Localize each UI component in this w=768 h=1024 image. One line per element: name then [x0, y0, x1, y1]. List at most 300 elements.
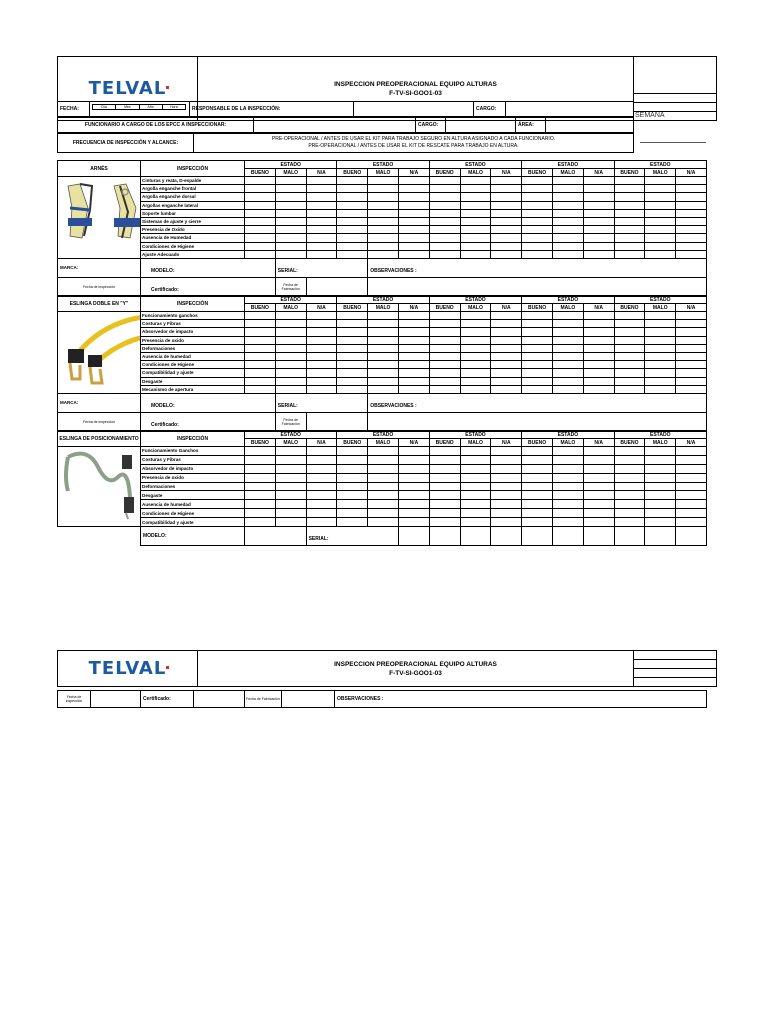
status-checkbox[interactable]: [429, 193, 460, 201]
status-checkbox[interactable]: [645, 385, 676, 393]
status-checkbox[interactable]: [491, 464, 522, 473]
status-checkbox[interactable]: [645, 518, 676, 527]
status-checkbox[interactable]: [275, 201, 306, 209]
status-checkbox[interactable]: [676, 201, 707, 209]
status-checkbox[interactable]: [398, 193, 429, 201]
status-checkbox[interactable]: [614, 473, 645, 482]
status-checkbox[interactable]: [676, 336, 707, 344]
status-checkbox[interactable]: [337, 447, 368, 456]
status-checkbox[interactable]: [429, 234, 460, 242]
status-checkbox[interactable]: [306, 447, 337, 456]
status-checkbox[interactable]: [398, 352, 429, 360]
status-checkbox[interactable]: [306, 177, 337, 185]
status-checkbox[interactable]: [245, 320, 276, 328]
status-checkbox[interactable]: [583, 177, 614, 185]
status-checkbox[interactable]: [306, 193, 337, 201]
status-checkbox[interactable]: [275, 185, 306, 193]
modelo-field[interactable]: [245, 527, 307, 546]
status-checkbox[interactable]: [614, 500, 645, 509]
status-checkbox[interactable]: [552, 320, 583, 328]
status-checkbox[interactable]: [275, 344, 306, 352]
status-checkbox[interactable]: [676, 226, 707, 234]
status-checkbox[interactable]: [306, 242, 337, 250]
page2-meta-1[interactable]: [634, 651, 717, 660]
status-checkbox[interactable]: [645, 482, 676, 491]
status-checkbox[interactable]: [552, 377, 583, 385]
status-checkbox[interactable]: [614, 185, 645, 193]
status-checkbox[interactable]: [275, 320, 306, 328]
status-checkbox[interactable]: [245, 361, 276, 369]
status-checkbox[interactable]: [245, 491, 276, 500]
status-checkbox[interactable]: [614, 464, 645, 473]
status-checkbox[interactable]: [552, 361, 583, 369]
status-checkbox[interactable]: [614, 455, 645, 464]
status-checkbox[interactable]: [306, 455, 337, 464]
status-checkbox[interactable]: [368, 455, 399, 464]
status-checkbox[interactable]: [306, 352, 337, 360]
status-checkbox[interactable]: [306, 201, 337, 209]
status-checkbox[interactable]: [275, 209, 306, 217]
status-checkbox[interactable]: [552, 509, 583, 518]
status-checkbox[interactable]: [368, 312, 399, 320]
status-checkbox[interactable]: [645, 455, 676, 464]
status-checkbox[interactable]: [398, 385, 429, 393]
status-checkbox[interactable]: [429, 527, 460, 546]
status-checkbox[interactable]: [614, 217, 645, 225]
status-checkbox[interactable]: [429, 242, 460, 250]
status-checkbox[interactable]: [583, 328, 614, 336]
status-checkbox[interactable]: [429, 361, 460, 369]
status-checkbox[interactable]: [398, 344, 429, 352]
status-checkbox[interactable]: [245, 482, 276, 491]
status-checkbox[interactable]: [614, 312, 645, 320]
status-checkbox[interactable]: [460, 500, 491, 509]
status-checkbox[interactable]: [552, 209, 583, 217]
status-checkbox[interactable]: [645, 464, 676, 473]
status-checkbox[interactable]: [337, 491, 368, 500]
status-checkbox[interactable]: [245, 209, 276, 217]
status-checkbox[interactable]: [337, 482, 368, 491]
status-checkbox[interactable]: [460, 385, 491, 393]
status-checkbox[interactable]: [368, 250, 399, 258]
status-checkbox[interactable]: [583, 455, 614, 464]
status-checkbox[interactable]: [522, 464, 553, 473]
status-checkbox[interactable]: [368, 385, 399, 393]
status-checkbox[interactable]: [614, 344, 645, 352]
status-checkbox[interactable]: [676, 473, 707, 482]
status-checkbox[interactable]: [398, 464, 429, 473]
status-checkbox[interactable]: [337, 336, 368, 344]
status-checkbox[interactable]: [552, 473, 583, 482]
status-checkbox[interactable]: [275, 377, 306, 385]
status-checkbox[interactable]: [429, 209, 460, 217]
status-checkbox[interactable]: [306, 250, 337, 258]
status-checkbox[interactable]: [583, 464, 614, 473]
status-checkbox[interactable]: [429, 344, 460, 352]
status-checkbox[interactable]: [429, 385, 460, 393]
status-checkbox[interactable]: [337, 473, 368, 482]
status-checkbox[interactable]: [398, 328, 429, 336]
status-checkbox[interactable]: [429, 312, 460, 320]
status-checkbox[interactable]: [645, 234, 676, 242]
status-checkbox[interactable]: [522, 320, 553, 328]
status-checkbox[interactable]: [583, 377, 614, 385]
status-checkbox[interactable]: [429, 217, 460, 225]
status-checkbox[interactable]: [398, 455, 429, 464]
status-checkbox[interactable]: [337, 177, 368, 185]
status-checkbox[interactable]: [645, 447, 676, 456]
status-checkbox[interactable]: [398, 242, 429, 250]
status-checkbox[interactable]: [429, 473, 460, 482]
status-checkbox[interactable]: [676, 328, 707, 336]
status-checkbox[interactable]: [676, 209, 707, 217]
status-checkbox[interactable]: [583, 447, 614, 456]
status-checkbox[interactable]: [552, 328, 583, 336]
status-checkbox[interactable]: [460, 361, 491, 369]
status-checkbox[interactable]: [583, 185, 614, 193]
status-checkbox[interactable]: [583, 201, 614, 209]
status-checkbox[interactable]: [398, 491, 429, 500]
status-checkbox[interactable]: [245, 312, 276, 320]
observaciones-cell[interactable]: [368, 258, 707, 277]
status-checkbox[interactable]: [398, 527, 429, 546]
status-checkbox[interactable]: [460, 352, 491, 360]
status-checkbox[interactable]: [429, 352, 460, 360]
status-checkbox[interactable]: [245, 455, 276, 464]
status-checkbox[interactable]: [337, 209, 368, 217]
status-checkbox[interactable]: [306, 336, 337, 344]
status-checkbox[interactable]: [583, 234, 614, 242]
status-checkbox[interactable]: [368, 226, 399, 234]
status-checkbox[interactable]: [491, 344, 522, 352]
status-checkbox[interactable]: [491, 527, 522, 546]
status-checkbox[interactable]: [583, 361, 614, 369]
status-checkbox[interactable]: [583, 336, 614, 344]
status-checkbox[interactable]: [337, 518, 368, 527]
status-checkbox[interactable]: [306, 344, 337, 352]
status-checkbox[interactable]: [645, 473, 676, 482]
status-checkbox[interactable]: [368, 336, 399, 344]
status-checkbox[interactable]: [460, 455, 491, 464]
status-checkbox[interactable]: [306, 226, 337, 234]
status-checkbox[interactable]: [429, 491, 460, 500]
status-checkbox[interactable]: [676, 242, 707, 250]
status-checkbox[interactable]: [614, 482, 645, 491]
status-checkbox[interactable]: [398, 482, 429, 491]
fecha-fabricacion-field[interactable]: [306, 412, 368, 431]
status-checkbox[interactable]: [368, 447, 399, 456]
status-checkbox[interactable]: [676, 385, 707, 393]
status-checkbox[interactable]: [645, 344, 676, 352]
status-checkbox[interactable]: [460, 464, 491, 473]
status-checkbox[interactable]: [491, 226, 522, 234]
fecha-fields[interactable]: [90, 102, 190, 117]
status-checkbox[interactable]: [676, 250, 707, 258]
responsable-field[interactable]: [354, 102, 474, 117]
status-checkbox[interactable]: [491, 217, 522, 225]
status-checkbox[interactable]: [368, 217, 399, 225]
cargo-field[interactable]: [506, 102, 634, 117]
status-checkbox[interactable]: [491, 518, 522, 527]
status-checkbox[interactable]: [645, 217, 676, 225]
status-checkbox[interactable]: [306, 209, 337, 217]
status-checkbox[interactable]: [337, 377, 368, 385]
status-checkbox[interactable]: [522, 226, 553, 234]
status-checkbox[interactable]: [398, 447, 429, 456]
status-checkbox[interactable]: [583, 250, 614, 258]
status-checkbox[interactable]: [245, 201, 276, 209]
status-checkbox[interactable]: [460, 369, 491, 377]
status-checkbox[interactable]: [522, 361, 553, 369]
status-checkbox[interactable]: [398, 336, 429, 344]
status-checkbox[interactable]: [491, 250, 522, 258]
status-checkbox[interactable]: [491, 491, 522, 500]
status-checkbox[interactable]: [645, 177, 676, 185]
status-checkbox[interactable]: [614, 361, 645, 369]
status-checkbox[interactable]: [306, 509, 337, 518]
status-checkbox[interactable]: [368, 177, 399, 185]
status-checkbox[interactable]: [398, 361, 429, 369]
status-checkbox[interactable]: [522, 234, 553, 242]
status-checkbox[interactable]: [398, 320, 429, 328]
page2-fecha-inspeccion-field[interactable]: [91, 691, 141, 708]
status-checkbox[interactable]: [614, 336, 645, 344]
status-checkbox[interactable]: [614, 352, 645, 360]
status-checkbox[interactable]: [614, 377, 645, 385]
status-checkbox[interactable]: [491, 234, 522, 242]
status-checkbox[interactable]: [583, 385, 614, 393]
status-checkbox[interactable]: [491, 473, 522, 482]
status-checkbox[interactable]: [337, 500, 368, 509]
status-checkbox[interactable]: [491, 336, 522, 344]
status-checkbox[interactable]: [368, 482, 399, 491]
status-checkbox[interactable]: [552, 385, 583, 393]
status-checkbox[interactable]: [368, 328, 399, 336]
status-checkbox[interactable]: [491, 509, 522, 518]
status-checkbox[interactable]: [306, 217, 337, 225]
status-checkbox[interactable]: [645, 361, 676, 369]
status-checkbox[interactable]: [583, 369, 614, 377]
status-checkbox[interactable]: [522, 377, 553, 385]
status-checkbox[interactable]: [337, 185, 368, 193]
status-checkbox[interactable]: [552, 217, 583, 225]
status-checkbox[interactable]: [429, 328, 460, 336]
status-checkbox[interactable]: [491, 352, 522, 360]
status-checkbox[interactable]: [368, 242, 399, 250]
status-checkbox[interactable]: [275, 385, 306, 393]
status-checkbox[interactable]: [429, 447, 460, 456]
status-checkbox[interactable]: [398, 234, 429, 242]
status-checkbox[interactable]: [460, 226, 491, 234]
status-checkbox[interactable]: [306, 385, 337, 393]
status-checkbox[interactable]: [645, 209, 676, 217]
status-checkbox[interactable]: [398, 201, 429, 209]
status-checkbox[interactable]: [522, 336, 553, 344]
status-checkbox[interactable]: [368, 509, 399, 518]
status-checkbox[interactable]: [275, 361, 306, 369]
status-checkbox[interactable]: [676, 185, 707, 193]
status-checkbox[interactable]: [491, 385, 522, 393]
status-checkbox[interactable]: [245, 518, 276, 527]
status-checkbox[interactable]: [398, 473, 429, 482]
status-checkbox[interactable]: [245, 464, 276, 473]
status-checkbox[interactable]: [460, 482, 491, 491]
status-checkbox[interactable]: [491, 482, 522, 491]
status-checkbox[interactable]: [398, 185, 429, 193]
status-checkbox[interactable]: [429, 482, 460, 491]
status-checkbox[interactable]: [275, 328, 306, 336]
status-checkbox[interactable]: [614, 320, 645, 328]
status-checkbox[interactable]: [614, 385, 645, 393]
status-checkbox[interactable]: [337, 352, 368, 360]
status-checkbox[interactable]: [522, 369, 553, 377]
fecha-fabricacion-field[interactable]: [306, 277, 368, 296]
status-checkbox[interactable]: [337, 217, 368, 225]
status-checkbox[interactable]: [583, 518, 614, 527]
status-checkbox[interactable]: [552, 201, 583, 209]
status-checkbox[interactable]: [676, 352, 707, 360]
status-checkbox[interactable]: [645, 509, 676, 518]
status-checkbox[interactable]: [337, 320, 368, 328]
status-checkbox[interactable]: [583, 242, 614, 250]
status-checkbox[interactable]: [614, 226, 645, 234]
status-checkbox[interactable]: [429, 226, 460, 234]
status-checkbox[interactable]: [275, 312, 306, 320]
observaciones-field[interactable]: [368, 277, 707, 296]
status-checkbox[interactable]: [337, 385, 368, 393]
status-checkbox[interactable]: [552, 464, 583, 473]
status-checkbox[interactable]: [306, 482, 337, 491]
status-checkbox[interactable]: [429, 377, 460, 385]
status-checkbox[interactable]: [583, 352, 614, 360]
status-checkbox[interactable]: [306, 234, 337, 242]
status-checkbox[interactable]: [460, 328, 491, 336]
status-checkbox[interactable]: [275, 242, 306, 250]
status-checkbox[interactable]: [460, 209, 491, 217]
status-checkbox[interactable]: [275, 177, 306, 185]
status-checkbox[interactable]: [275, 482, 306, 491]
status-checkbox[interactable]: [676, 464, 707, 473]
status-checkbox[interactable]: [368, 201, 399, 209]
status-checkbox[interactable]: [306, 320, 337, 328]
certificado-cell[interactable]: [141, 412, 276, 431]
page2-meta-3[interactable]: [634, 669, 717, 678]
status-checkbox[interactable]: [676, 361, 707, 369]
status-checkbox[interactable]: [275, 473, 306, 482]
status-checkbox[interactable]: [583, 473, 614, 482]
status-checkbox[interactable]: [645, 491, 676, 500]
header-meta-1[interactable]: [634, 57, 717, 94]
status-checkbox[interactable]: [460, 217, 491, 225]
status-checkbox[interactable]: [676, 312, 707, 320]
status-checkbox[interactable]: [460, 527, 491, 546]
header-meta-2[interactable]: [634, 94, 717, 103]
status-checkbox[interactable]: [583, 320, 614, 328]
status-checkbox[interactable]: [583, 482, 614, 491]
status-checkbox[interactable]: [491, 447, 522, 456]
status-checkbox[interactable]: [614, 177, 645, 185]
status-checkbox[interactable]: [583, 509, 614, 518]
status-checkbox[interactable]: [583, 226, 614, 234]
status-checkbox[interactable]: [552, 312, 583, 320]
status-checkbox[interactable]: [522, 473, 553, 482]
status-checkbox[interactable]: [368, 209, 399, 217]
status-checkbox[interactable]: [522, 328, 553, 336]
status-checkbox[interactable]: [614, 234, 645, 242]
date-year[interactable]: Año: [139, 105, 162, 110]
status-checkbox[interactable]: [614, 518, 645, 527]
status-checkbox[interactable]: [491, 185, 522, 193]
status-checkbox[interactable]: [522, 185, 553, 193]
status-checkbox[interactable]: [676, 500, 707, 509]
status-checkbox[interactable]: [522, 447, 553, 456]
status-checkbox[interactable]: [398, 312, 429, 320]
status-checkbox[interactable]: [583, 312, 614, 320]
status-checkbox[interactable]: [614, 193, 645, 201]
status-checkbox[interactable]: [460, 234, 491, 242]
status-checkbox[interactable]: [429, 369, 460, 377]
status-checkbox[interactable]: [368, 361, 399, 369]
status-checkbox[interactable]: [275, 455, 306, 464]
status-checkbox[interactable]: [275, 352, 306, 360]
status-checkbox[interactable]: [245, 377, 276, 385]
status-checkbox[interactable]: [491, 500, 522, 509]
status-checkbox[interactable]: [614, 369, 645, 377]
status-checkbox[interactable]: [245, 193, 276, 201]
status-checkbox[interactable]: [460, 447, 491, 456]
status-checkbox[interactable]: [245, 226, 276, 234]
status-checkbox[interactable]: [522, 209, 553, 217]
status-checkbox[interactable]: [522, 217, 553, 225]
status-checkbox[interactable]: [245, 385, 276, 393]
status-checkbox[interactable]: [429, 455, 460, 464]
status-checkbox[interactable]: [522, 177, 553, 185]
status-checkbox[interactable]: [306, 518, 337, 527]
status-checkbox[interactable]: [275, 491, 306, 500]
status-checkbox[interactable]: [337, 242, 368, 250]
status-checkbox[interactable]: [306, 185, 337, 193]
status-checkbox[interactable]: [552, 226, 583, 234]
observaciones-cell[interactable]: [368, 393, 707, 412]
page2-certificado-field[interactable]: [194, 691, 245, 708]
status-checkbox[interactable]: [645, 242, 676, 250]
status-checkbox[interactable]: [645, 377, 676, 385]
status-checkbox[interactable]: [245, 352, 276, 360]
status-checkbox[interactable]: [552, 250, 583, 258]
status-checkbox[interactable]: [460, 242, 491, 250]
status-checkbox[interactable]: [368, 518, 399, 527]
status-checkbox[interactable]: [614, 242, 645, 250]
status-checkbox[interactable]: [306, 328, 337, 336]
status-checkbox[interactable]: [398, 500, 429, 509]
status-checkbox[interactable]: [522, 312, 553, 320]
status-checkbox[interactable]: [491, 328, 522, 336]
status-checkbox[interactable]: [398, 226, 429, 234]
status-checkbox[interactable]: [491, 455, 522, 464]
status-checkbox[interactable]: [398, 209, 429, 217]
status-checkbox[interactable]: [368, 344, 399, 352]
status-checkbox[interactable]: [614, 447, 645, 456]
status-checkbox[interactable]: [552, 344, 583, 352]
status-checkbox[interactable]: [460, 250, 491, 258]
status-checkbox[interactable]: [583, 491, 614, 500]
status-checkbox[interactable]: [429, 336, 460, 344]
status-checkbox[interactable]: [460, 312, 491, 320]
status-checkbox[interactable]: [552, 193, 583, 201]
status-checkbox[interactable]: [583, 527, 614, 546]
status-checkbox[interactable]: [429, 509, 460, 518]
status-checkbox[interactable]: [522, 527, 553, 546]
